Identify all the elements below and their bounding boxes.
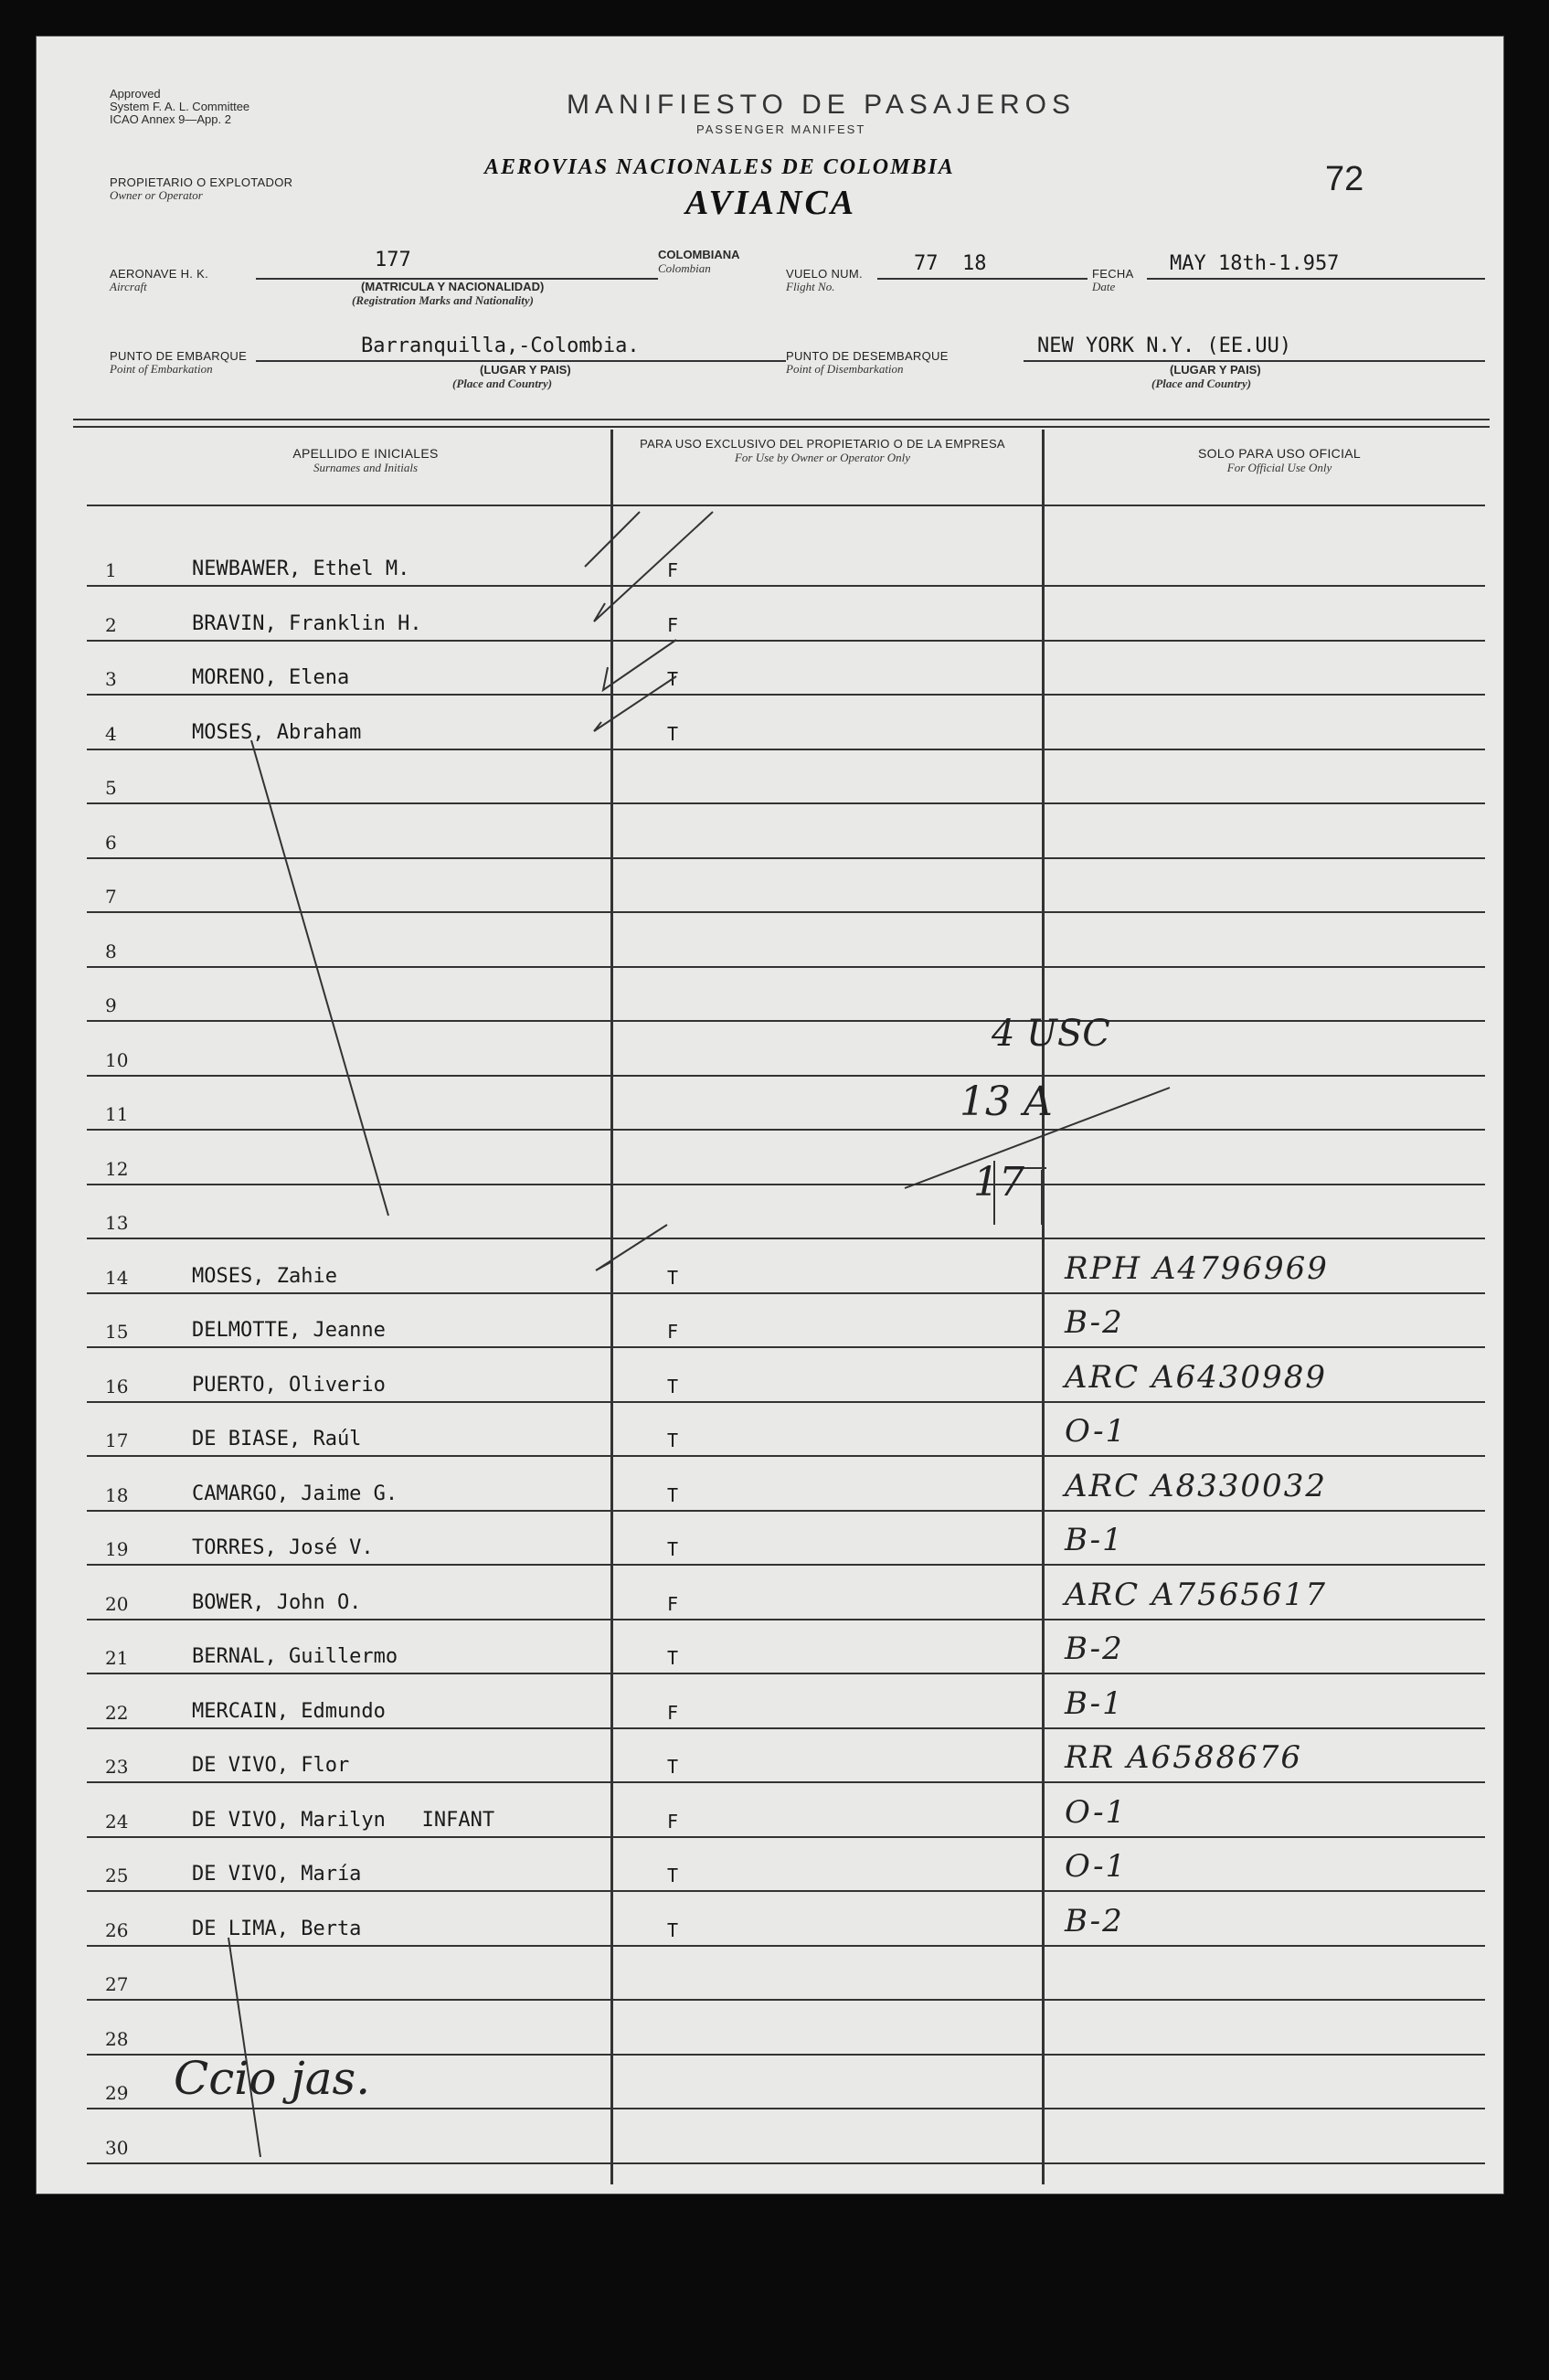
passenger-code: T — [667, 1756, 679, 1778]
check-mark — [594, 676, 676, 731]
passenger-code: T — [667, 1483, 679, 1506]
passenger-name: BRAVIN, Franklin H. — [192, 611, 422, 635]
company-header-en: For Use by Owner or Operator Only — [734, 451, 911, 464]
passenger-code: T — [667, 722, 679, 745]
row-number: 22 — [105, 1701, 129, 1724]
embark-label-en: Point of Embarkation — [110, 362, 213, 376]
disembark-label: PUNTO DE DESEMBARQUE — [786, 349, 949, 363]
passenger-name: DE VIVO, Flor — [192, 1754, 350, 1777]
registration-label-en: (Registration Marks and Nationality) — [352, 293, 534, 307]
row-number: 8 — [105, 940, 117, 962]
passenger-name: BERNAL, Guillermo — [192, 1645, 398, 1668]
row-number: 24 — [105, 1810, 129, 1833]
row-number: 11 — [105, 1103, 129, 1125]
tally-top: 4 USC — [992, 1013, 1110, 1055]
disembark-place-label-en: (Place and Country) — [1151, 377, 1252, 390]
official-note: O-1 — [1065, 1413, 1128, 1450]
passenger-code: F — [667, 1701, 679, 1724]
aircraft-label-en: Aircraft — [110, 280, 147, 293]
passenger-code: T — [667, 1266, 679, 1289]
row-number: 18 — [105, 1483, 129, 1506]
signature: Ccio jas. — [174, 2052, 371, 2105]
passenger-code: T — [667, 1865, 679, 1886]
passenger-name: TORRES, José V. — [192, 1536, 374, 1559]
official-note: RPH A4796969 — [1065, 1249, 1329, 1287]
check-mark — [596, 1225, 667, 1270]
manifest-sheet — [37, 37, 1503, 2194]
official-note: B-2 — [1065, 1304, 1124, 1341]
passenger-code: F — [667, 1810, 679, 1833]
passenger-name: DE VIVO, María — [192, 1863, 362, 1886]
name-header-es: APELLIDO E INICIALES — [292, 446, 439, 461]
row-number: 15 — [105, 1321, 129, 1343]
date-label-en: Date — [1092, 280, 1116, 293]
official-note: RR A6588676 — [1065, 1739, 1302, 1776]
official-note: O-1 — [1065, 1848, 1128, 1885]
embark-place-label: (LUGAR Y PAIS) — [480, 363, 571, 377]
passenger-code: T — [667, 1375, 679, 1397]
row-number: 17 — [105, 1429, 129, 1451]
check-mark — [585, 512, 640, 567]
row-number: 9 — [105, 994, 117, 1016]
embark-value: Barranquilla,-Colombia. — [361, 335, 640, 357]
tally-mid: 13 A — [960, 1078, 1053, 1125]
row-number: 3 — [105, 668, 117, 690]
passenger-code: F — [667, 1321, 679, 1343]
official-note: B-1 — [1065, 1522, 1124, 1558]
row-number: 23 — [105, 1756, 129, 1778]
official-note: B-2 — [1065, 1902, 1124, 1939]
aircraft-value: 177 — [375, 249, 411, 271]
row-number: 29 — [105, 2082, 129, 2104]
date-label: FECHA — [1092, 267, 1134, 281]
manifest-title-en: PASSENGER MANIFEST — [696, 122, 866, 136]
approval-line: System F. A. L. Committee — [110, 100, 250, 113]
airline-name: AEROVIAS NACIONALES DE COLOMBIA — [484, 155, 955, 179]
passenger-code: F — [667, 1592, 679, 1615]
approval-line: Approved — [110, 87, 161, 101]
official-header-en: For Official Use Only — [1226, 461, 1332, 474]
passenger-code: F — [667, 559, 679, 581]
cancel-line — [251, 740, 388, 1216]
registration-label: (MATRICULA Y NACIONALIDAD) — [361, 280, 545, 293]
passenger-name: NEWBAWER, Ethel M. — [192, 558, 410, 580]
passenger-name: MOSES, Zahie — [192, 1264, 337, 1288]
check-mark — [594, 512, 713, 622]
row-number: 14 — [105, 1266, 129, 1289]
airline-brand: AVIANCA — [685, 184, 857, 222]
row-number: 27 — [105, 1973, 129, 1995]
flight-label: VUELO NUM. — [786, 267, 863, 281]
cancel-line — [228, 1938, 260, 2157]
row-number: 20 — [105, 1592, 129, 1615]
passenger-name: DE BIASE, Raúl — [192, 1428, 362, 1450]
passenger-name: BOWER, John O. — [192, 1590, 362, 1614]
passenger-name: MERCAIN, Edmundo — [192, 1699, 386, 1723]
name-header-en: Surnames and Initials — [313, 461, 419, 474]
passenger-name: DELMOTTE, Jeanne — [192, 1319, 386, 1342]
passenger-name: CAMARGO, Jaime G. — [192, 1482, 398, 1505]
row-number: 19 — [105, 1538, 129, 1560]
passenger-code: T — [667, 1918, 679, 1941]
disembark-label-en: Point of Disembarkation — [786, 362, 904, 376]
row-number: 5 — [105, 777, 117, 799]
row-number: 25 — [105, 1865, 129, 1886]
row-number: 6 — [105, 831, 117, 854]
flight-label-en: Flight No. — [786, 280, 835, 293]
passenger-name: DE VIVO, Marilyn INFANT — [192, 1808, 495, 1832]
aircraft-label: AERONAVE H. K. — [110, 267, 208, 281]
nationality-value: COLOMBIANA — [658, 248, 740, 261]
official-note: ARC A6430989 — [1065, 1358, 1327, 1396]
page-number: 72 — [1325, 160, 1364, 198]
passenger-name: DE LIMA, Berta — [192, 1917, 362, 1940]
nationality-value-en: Colombian — [658, 261, 711, 275]
passenger-code: T — [667, 1538, 679, 1560]
passenger-code: F — [667, 613, 679, 636]
official-header-es: SOLO PARA USO OFICIAL — [1198, 446, 1361, 461]
date-value: MAY 18th-1.957 — [1170, 252, 1340, 275]
passenger-name: MORENO, Elena — [192, 666, 350, 689]
official-note: B-2 — [1065, 1631, 1124, 1667]
row-number: 26 — [105, 1918, 129, 1941]
passenger-name: MOSES, Abraham — [192, 720, 362, 744]
row-number: 30 — [105, 2136, 129, 2159]
official-note: ARC A7565617 — [1065, 1576, 1327, 1613]
disembark-value: NEW YORK N.Y. (EE.UU) — [1037, 335, 1292, 357]
row-number: 7 — [105, 886, 117, 908]
row-number: 28 — [105, 2027, 129, 2050]
row-number: 2 — [105, 613, 117, 636]
official-note: ARC A8330032 — [1065, 1467, 1327, 1504]
row-number: 16 — [105, 1375, 129, 1397]
row-number: 13 — [105, 1212, 129, 1234]
check-mark — [603, 640, 679, 690]
passenger-code: T — [667, 1429, 679, 1451]
flight-value: 77 18 — [914, 252, 987, 275]
annotation-marks — [37, 37, 1503, 2194]
disembark-place-label: (LUGAR Y PAIS) — [1170, 363, 1261, 377]
approval-line: ICAO Annex 9—App. 2 — [110, 112, 231, 126]
owner-label-en: Owner or Operator — [110, 188, 203, 202]
official-note: B-1 — [1065, 1684, 1124, 1722]
manifest-title: MANIFIESTO DE PASAJEROS — [567, 90, 1076, 120]
official-note: O-1 — [1065, 1793, 1128, 1831]
owner-label: PROPIETARIO O EXPLOTADOR — [110, 175, 293, 189]
tally-total: 17 — [973, 1159, 1024, 1206]
passenger-code: T — [667, 1647, 679, 1669]
embark-place-label-en: (Place and Country) — [452, 377, 553, 390]
company-header-es: PARA USO EXCLUSIVO DEL PROPIETARIO O DE LA EMPRESA — [640, 437, 1005, 451]
row-number: 12 — [105, 1157, 129, 1180]
row-number: 4 — [105, 722, 117, 745]
row-number: 1 — [105, 559, 117, 581]
passenger-name: PUERTO, Oliverio — [192, 1373, 386, 1397]
embark-label: PUNTO DE EMBARQUE — [110, 349, 248, 363]
row-number: 10 — [105, 1048, 129, 1071]
row-number: 21 — [105, 1647, 129, 1669]
passenger-code: T — [667, 668, 679, 690]
